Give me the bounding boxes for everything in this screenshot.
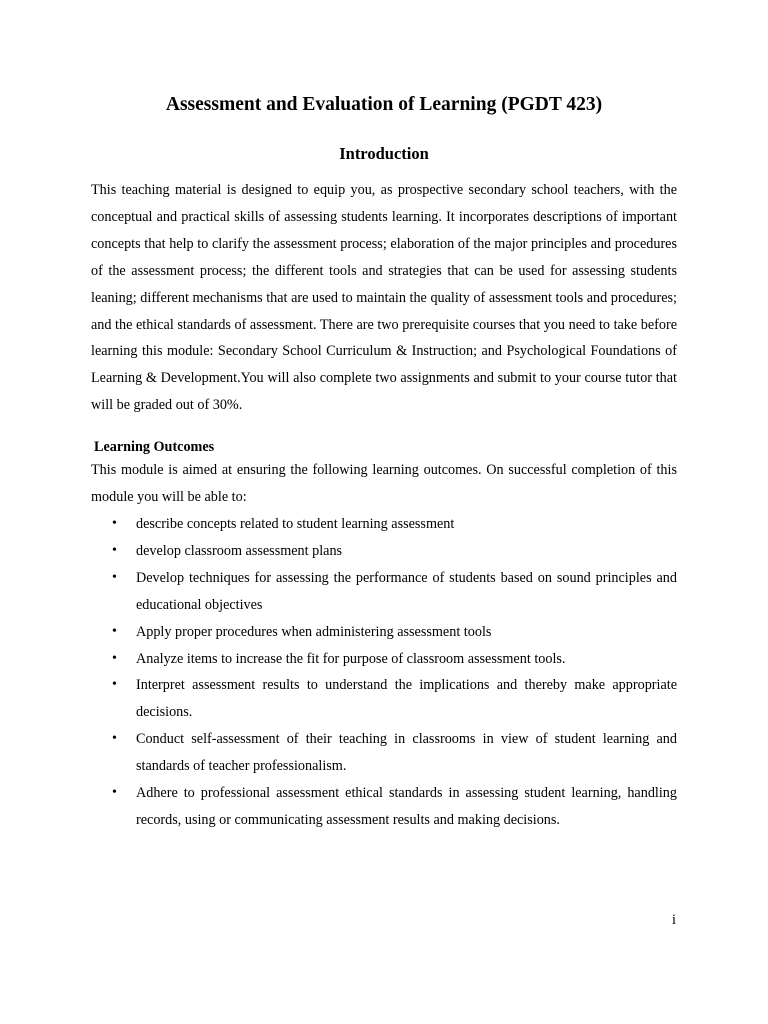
learning-outcomes-list: [91, 511, 677, 834]
list-item-text: Develop techniques for assessing the performance of students based on sound principles and educational objectives: [136, 569, 677, 613]
bullet-icon: •: [112, 569, 117, 585]
intro-paragraph: This teaching material is designed to equip you, as prospective secondary school teachers, with the conceptual and practical skills of assessing students learning. It incorporates descriptions of important concepts that help to clarify the assessment process; elaboration of the major principles and procedures of the assessment process; the different tools and strategies that can be used for assessing students leaning; different mechanisms that are used to maintain the quality of assessment tools and procedures; and the ethical standards of assessment. There are two prerequisite courses that you need to take before learning this module: Secondary School Curriculum & Instruction; and Psychological Foundations of Learning & Development.You will also complete two assignments and submit to your course tutor that will be graded out of 30%.: [91, 182, 677, 414]
list-item: [91, 780, 677, 834]
learning-outcomes-heading: Learning Outcomes: [94, 439, 215, 455]
list-item-text: develop classroom assessment plans: [136, 542, 343, 559]
list-item: [91, 511, 677, 538]
list-item: [91, 672, 677, 726]
list-item-text: Conduct self-assessment of their teaching in classrooms in view of student learning and standards of teacher professionalism.: [136, 731, 677, 775]
document-title: Assessment and Evaluation of Learning (PGDT 423): [165, 94, 603, 115]
list-item: [91, 538, 677, 565]
bullet-icon: •: [112, 623, 117, 639]
page-number: i: [672, 912, 676, 928]
bullet-icon: •: [112, 731, 117, 747]
learning-outcomes-intro: This module is aimed at ensuring the following learning outcomes. On successful completion of this module you will be able to:: [91, 462, 677, 505]
list-item-text: describe concepts related to student learning assessment: [136, 516, 455, 532]
list-item: [91, 619, 677, 646]
bullet-icon: •: [112, 785, 117, 801]
bullet-icon: •: [112, 516, 117, 531]
list-item: [91, 565, 677, 619]
bullet-icon: •: [112, 542, 117, 558]
list-item-text: Analyze items to increase the fit for purpose of classroom assessment tools.: [136, 650, 566, 667]
list-item-text: Interpret assessment results to understand the implications and thereby make appropriate decisions.: [136, 677, 677, 721]
list-item: [91, 726, 677, 780]
list-item-text: Adhere to professional assessment ethical standards in assessing student learning, handling records, using or communicating assessment results and making decisions.: [136, 785, 677, 828]
list-item-text: Apply proper procedures when administering assessment tools: [136, 623, 492, 640]
list-item: [91, 646, 677, 673]
bullet-icon: •: [112, 650, 117, 666]
section-heading-introduction: Introduction: [339, 144, 429, 163]
bullet-icon: •: [112, 677, 117, 693]
